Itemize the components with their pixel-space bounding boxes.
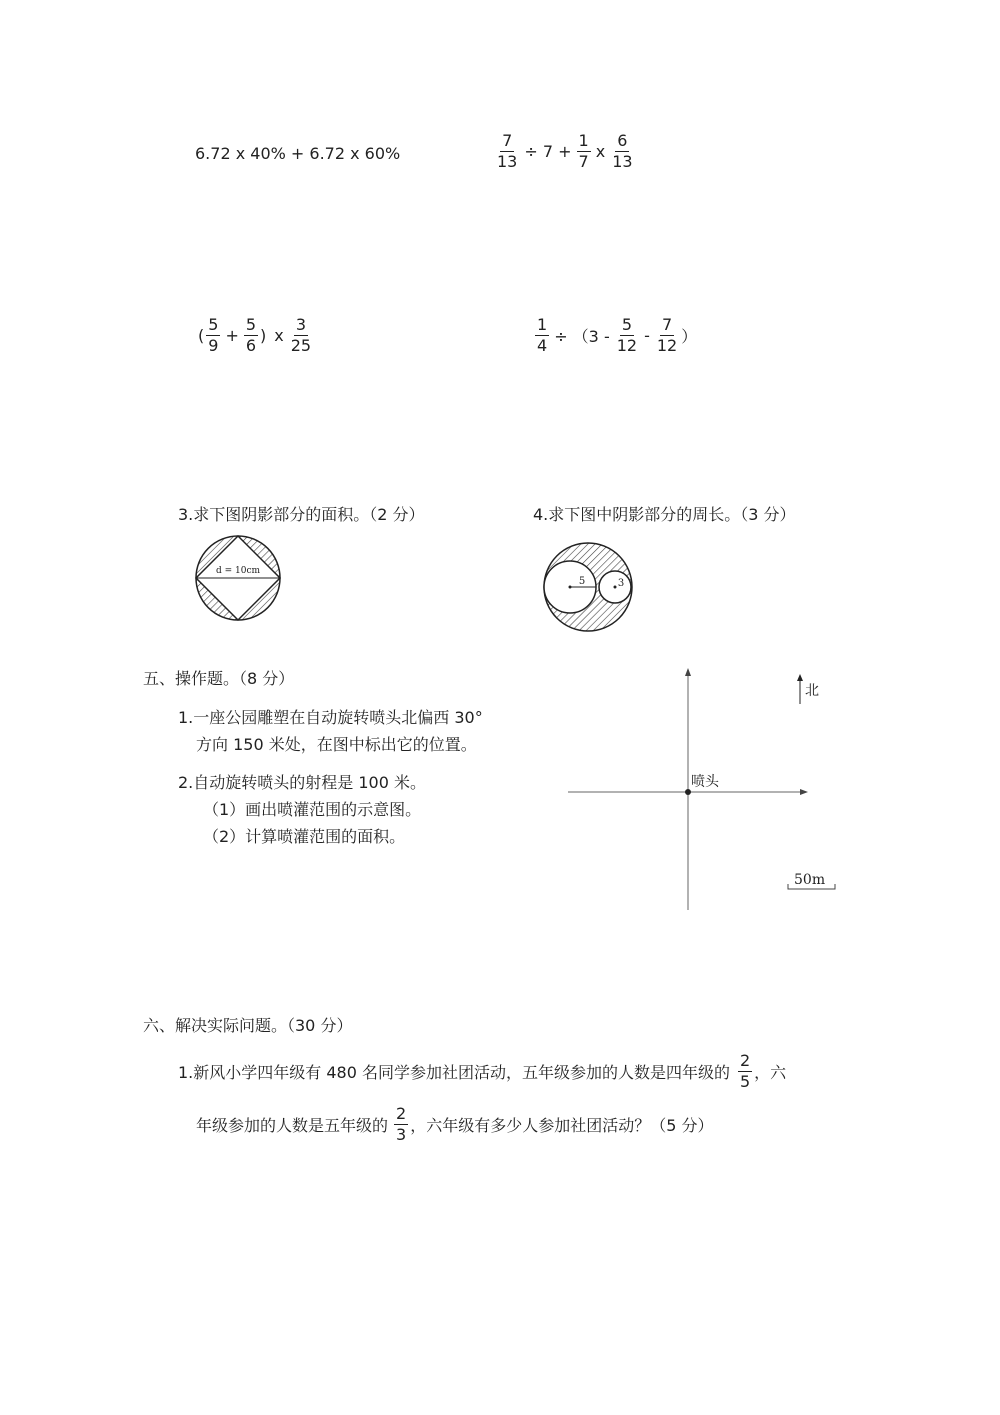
- section-6-problem-1-line2: 年级参加的人数是五年级的 $\frac{2}{3}$ ，六年级有多少人参加社团活动？（5 分）: [196, 1104, 714, 1144]
- expression-2: $\frac{7}{13}$ ÷ 7 + $\frac{1}{7}$ x $\frac{6}{13}$: [497, 131, 633, 171]
- fraction: $\frac{1}{4}$: [537, 315, 548, 355]
- diameter-label: d = 10cm: [215, 566, 261, 576]
- expression-4: $\frac{1}{4}$ ÷ （3 - $\frac{5}{12}$ - $\frac{7}{12}$ ）: [537, 315, 698, 355]
- fraction: $\frac{3}{25}$: [290, 315, 312, 355]
- axis-arrow-up: [685, 668, 691, 676]
- section-5-q2a: （1）画出喷灌范围的示意图。: [203, 800, 422, 819]
- fraction: $\frac{5}{12}$: [616, 315, 638, 355]
- north-arrow-head: [797, 674, 803, 681]
- fraction: $\frac{1}{7}$: [578, 131, 589, 171]
- scale-label: 50m: [794, 872, 826, 888]
- fraction: $\frac{7}{12}$: [656, 315, 678, 355]
- expression-1: [195, 144, 400, 163]
- sprinkler-label: 喷头: [691, 774, 719, 790]
- section-5-q1-line1: 1.一座公园雕塑在自动旋转喷头北偏西 30°: [178, 708, 483, 727]
- direction-diagram: [560, 660, 850, 915]
- section-6-problem-1-line1: 1.新风小学四年级有 480 名同学参加社团活动，五年级参加的人数是四年级的 $\frac{2}{5}$ ，六: [178, 1051, 787, 1091]
- north-label: 北: [805, 683, 819, 699]
- question-4-figure: [542, 540, 646, 636]
- radius-5-label: 5: [578, 576, 586, 587]
- fraction: $\frac{6}{13}$: [612, 131, 633, 171]
- axis-arrow-right: [800, 789, 808, 795]
- section-5-q2b: （2）计算喷灌范围的面积。: [203, 827, 406, 846]
- fraction: $\frac{2}{5}$: [739, 1051, 751, 1091]
- fraction: $\frac{5}{9}$: [208, 315, 219, 355]
- expression-3: ( $\frac{5}{9}$ + $\frac{5}{6}$ ) x $\frac{3}{25}$: [198, 315, 312, 355]
- center-dot: [569, 586, 572, 589]
- center-dot: [614, 586, 617, 589]
- section-5-q1-line2: 方向 150 米处，在图中标出它的位置。: [196, 735, 477, 754]
- section-5-q2: 2.自动旋转喷头的射程是 100 米。: [178, 773, 426, 792]
- fraction: $\frac{2}{3}$: [396, 1104, 407, 1144]
- section-5-title: 五、操作题。（8 分）: [143, 669, 295, 688]
- question-3-figure: [190, 530, 286, 626]
- question-3-text: 3.求下图阴影部分的面积。（2 分）: [178, 505, 425, 524]
- radius-3-label: 3: [617, 578, 625, 589]
- fraction: $\frac{5}{6}$: [245, 315, 257, 355]
- expression-1-text: 6.72 x 40% + 6.72 x 60%: [195, 144, 401, 163]
- section-6-title: 六、解决实际问题。（30 分）: [143, 1016, 353, 1035]
- fraction: $\frac{7}{13}$: [497, 131, 518, 171]
- question-4-text: 4.求下图中阴影部分的周长。（3 分）: [533, 505, 796, 524]
